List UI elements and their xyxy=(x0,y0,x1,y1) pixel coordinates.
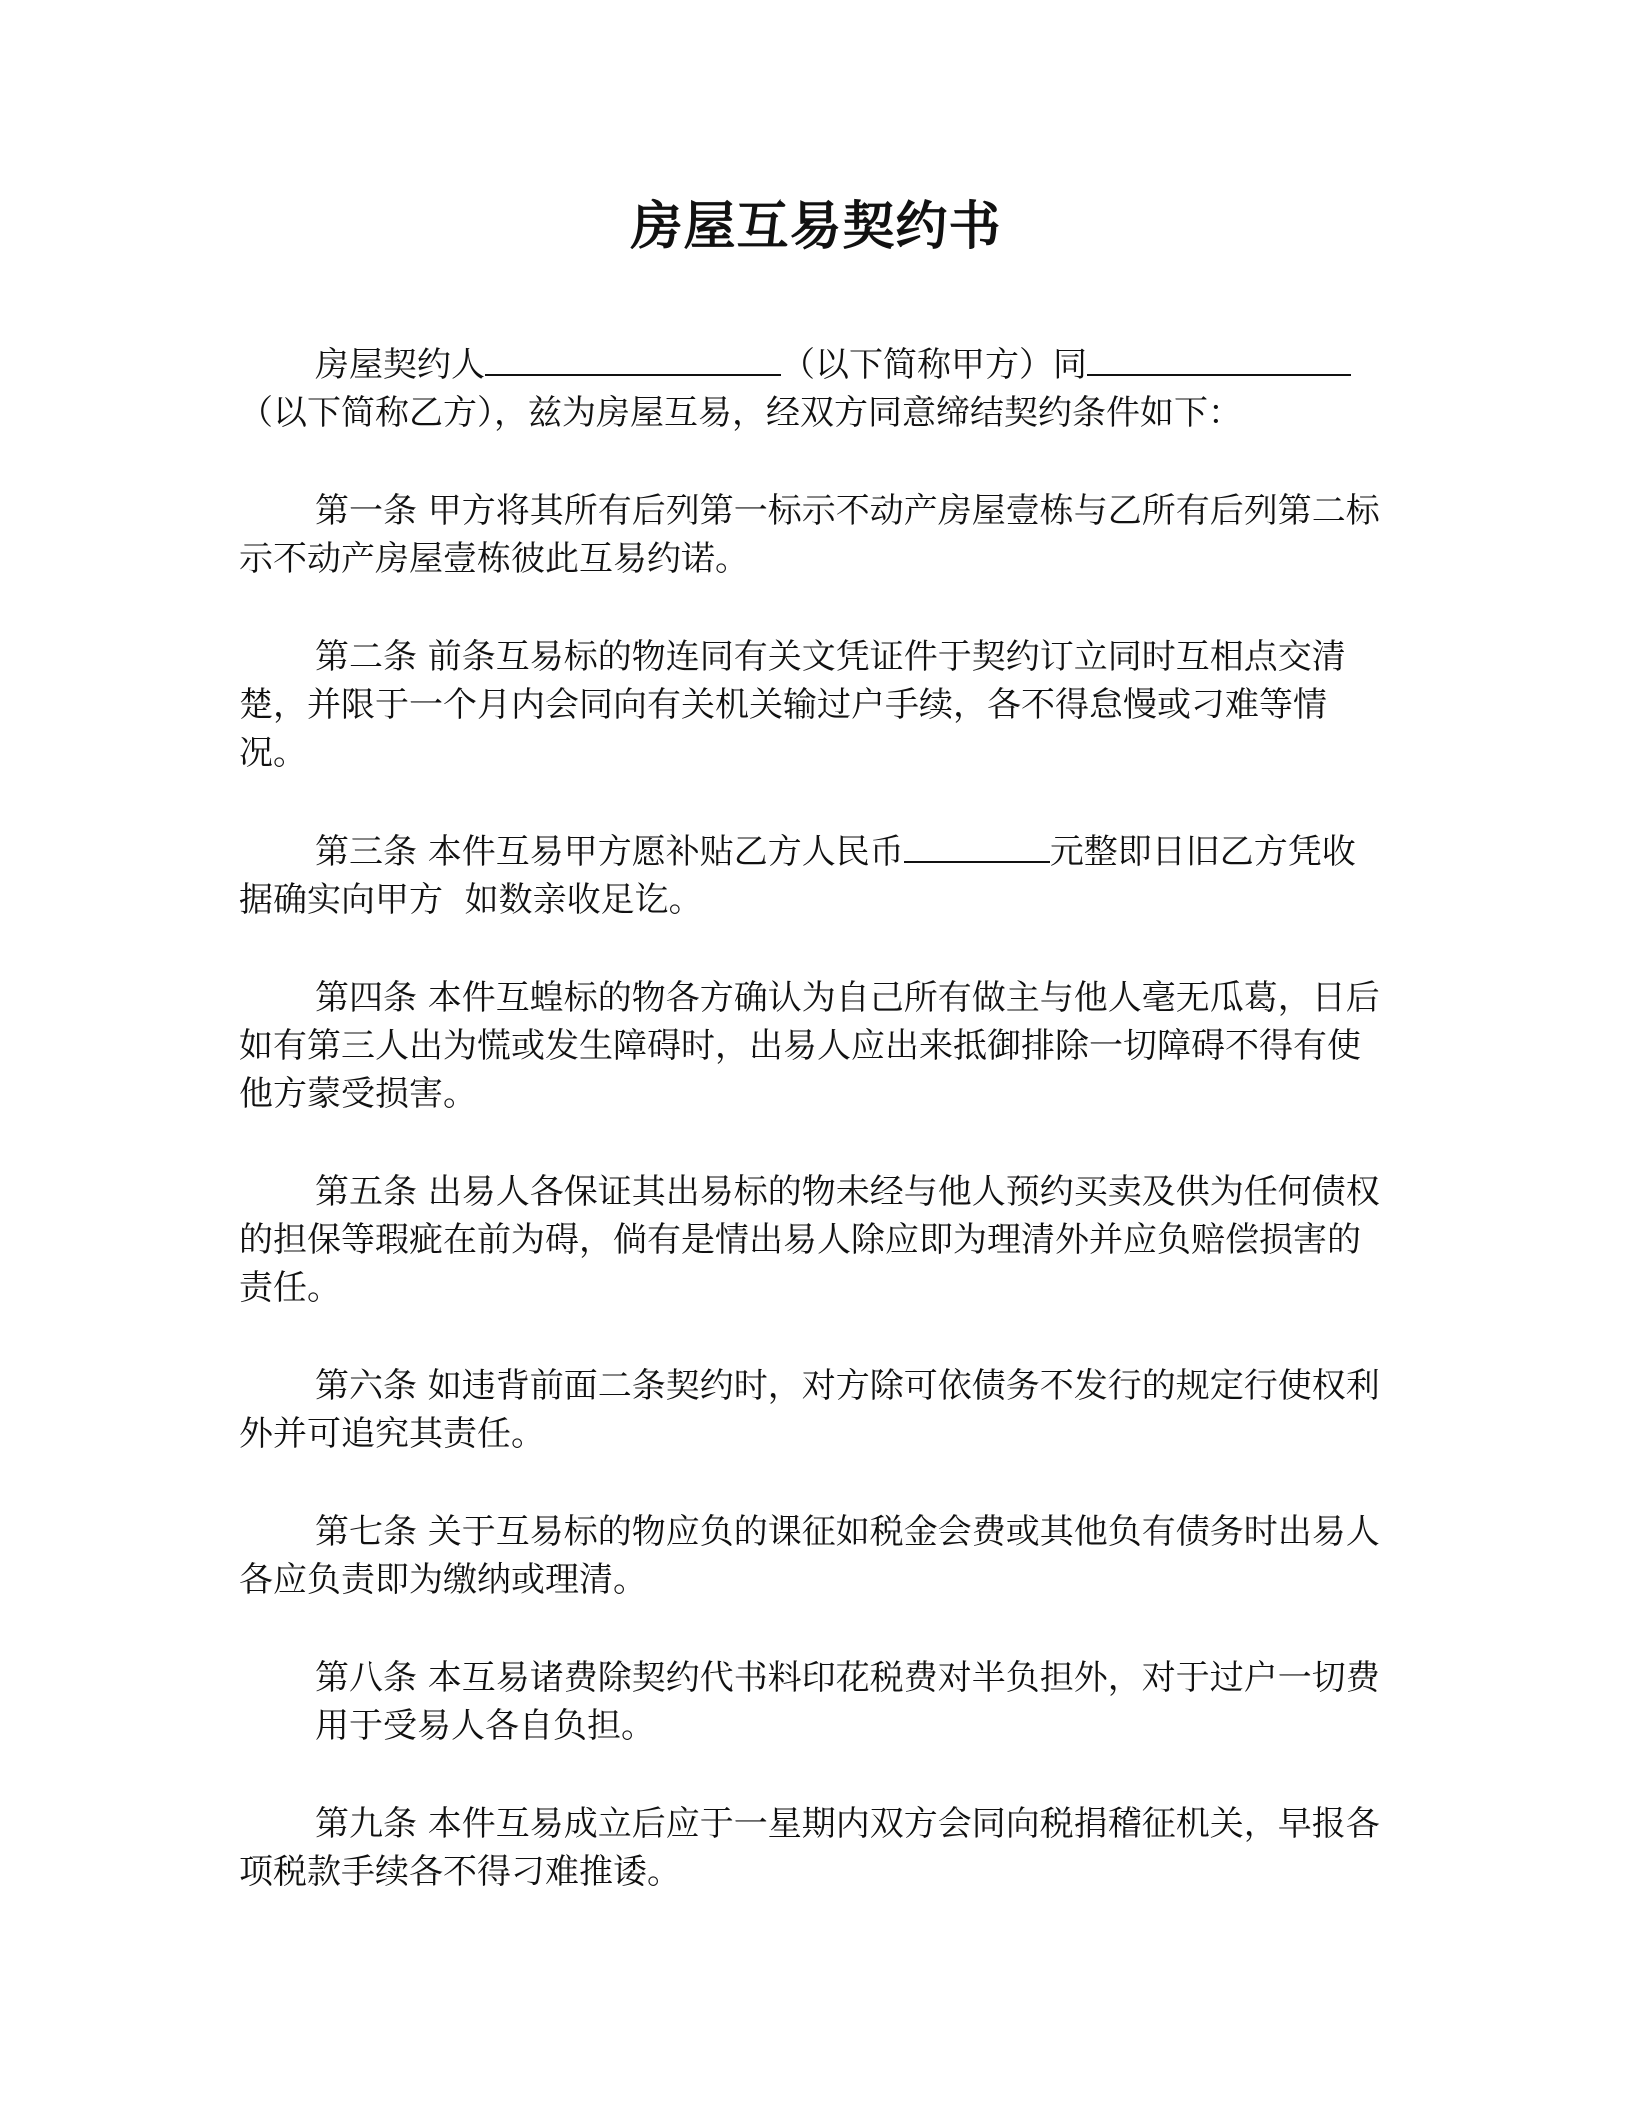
article-7: 第七条 关于互易标的物应负的课征如税金会费或其他负有债务时出易人各应负责即为缴纳或理清。 xyxy=(239,1512,1380,1600)
preamble-paragraph xyxy=(239,340,1389,437)
article-3-text-2: 元整即日旧乙方凭收据确实向甲方 如数亲收足讫。 xyxy=(239,832,1356,920)
article-3 xyxy=(239,827,1389,924)
article-5: 第五条 出易人各保证其出易标的物未经与他人预约买卖及供为任何债权的担保等瑕疵在前为碍，倘有是情出易人除应即为理清外并应负赔偿损害的责任。 xyxy=(239,1172,1380,1308)
preamble-text-3: （以下简称乙方），兹为房屋互易，经双方同意缔结契约条件如下： xyxy=(239,393,1242,433)
document-title: 房屋互易契约书 xyxy=(630,197,1002,257)
article-1: 第一条 甲方将其所有后列第一标示不动产房屋壹栋与乙所有后列第二标示不动产房屋壹栋彼此互易约诺。 xyxy=(239,491,1380,579)
subsidy-amount-blank xyxy=(904,827,1050,863)
party-a-name-blank xyxy=(485,340,781,376)
article-6: 第六条 如违背前面二条契约时，对方除可依债务不发行的规定行使权利外并可追究其责任。 xyxy=(239,1366,1380,1454)
article-9: 第九条 本件互易成立后应于一星期内双方会同向税捐稽征机关，早报各项税款手续各不得刁难推诿。 xyxy=(239,1804,1380,1892)
party-b-name-blank xyxy=(1087,340,1351,376)
preamble-text-2: （以下简称甲方）同 xyxy=(781,345,1087,385)
article-8: 第八条 本互易诸费除契约代书料印花税费对半负担外，对于过户一切费用于受易人各自负担。 xyxy=(315,1658,1380,1746)
document-body xyxy=(239,340,1389,1946)
article-4: 第四条 本件互蝗标的物各方确认为自己所有做主与他人毫无瓜葛，日后如有第三人出为慌或发生障碍时，出易人应出来抵御排除一切障碍不得有使他方蒙受损害。 xyxy=(239,978,1380,1114)
preamble-text-1: 房屋契约人 xyxy=(315,345,485,385)
article-2: 第二条 前条互易标的物连同有关文凭证件于契约订立同时互相点交清楚，并限于一个月内会同向有关机关输过户手续，各不得怠慢或刁难等情况。 xyxy=(239,637,1346,773)
article-3-text-1: 第三条 本件互易甲方愿补贴乙方人民币 xyxy=(315,832,904,872)
